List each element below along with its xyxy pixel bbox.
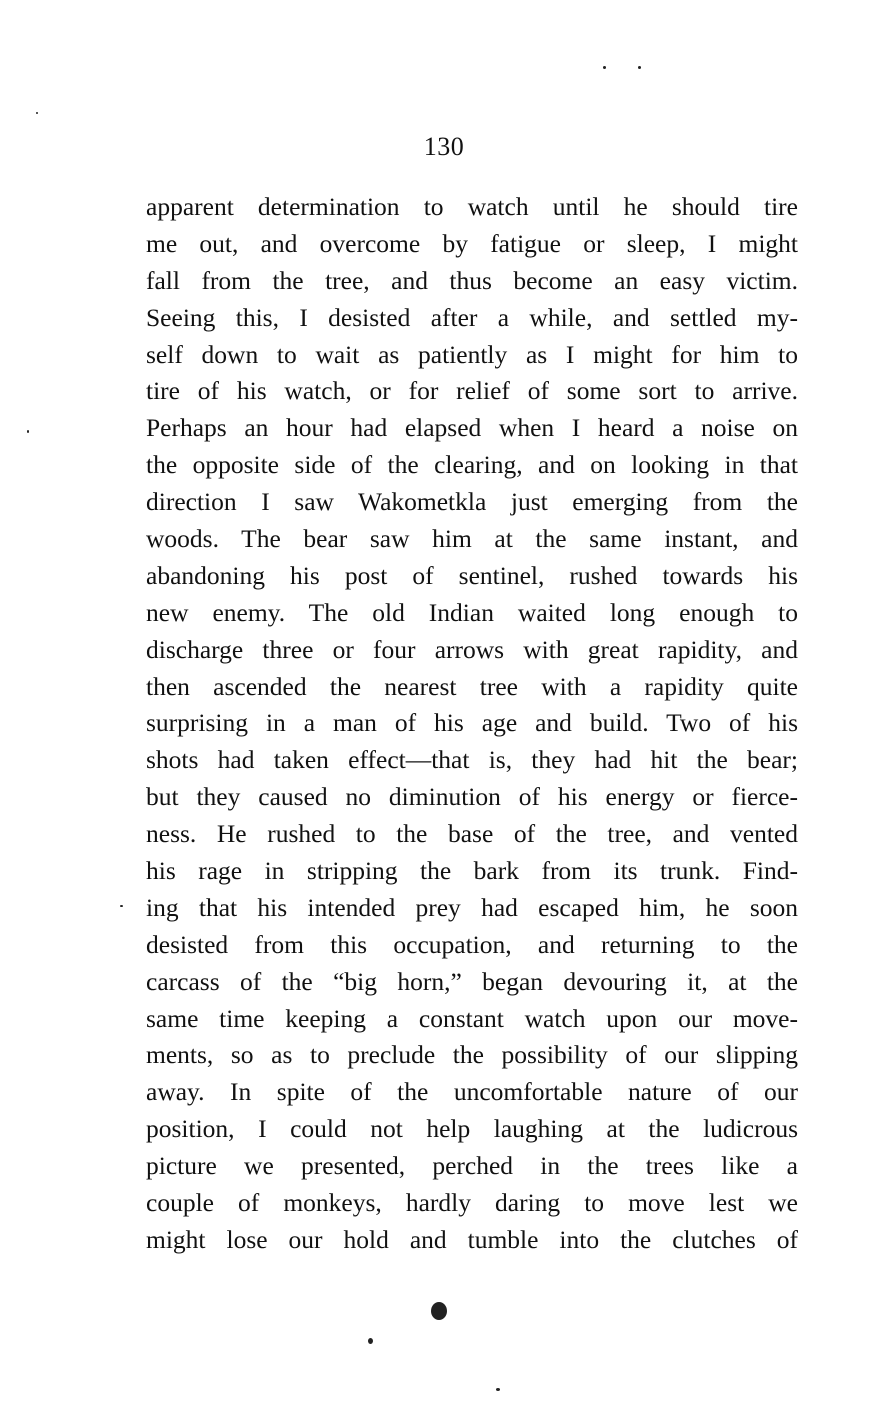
text-line: carcass of the “big horn,” began devouring it, at the — [146, 966, 798, 996]
text-line: position, I could not help laughing at the ludicrous — [146, 1114, 798, 1144]
text-line: couple of monkeys, hardly daring to move lest we — [146, 1188, 798, 1218]
text-line: Perhaps an hour had elapsed when I heard a noise on — [146, 413, 798, 443]
ink-speck — [120, 905, 123, 907]
text-line: apparent determination to watch until he should tire — [146, 192, 798, 221]
ink-speck — [638, 66, 641, 69]
text-line: his rage in stripping the bark from its trunk. Find- — [146, 856, 798, 886]
text-line: discharge three or four arrows with great rapidity, and — [146, 634, 798, 664]
ink-speck — [36, 112, 38, 114]
page-number: 130 — [423, 132, 465, 161]
text-line: shots had taken effect—that is, they had hit the bear; — [146, 745, 798, 775]
text-line: ing that his intended prey had escaped him, he soon — [146, 892, 798, 922]
text-line: same time keeping a constant watch upon our move- — [146, 1003, 798, 1033]
text-line: then ascended the nearest tree with a rapidity quite — [146, 671, 798, 701]
ink-speck — [496, 1388, 500, 1391]
ink-speck — [603, 66, 606, 69]
text-line: surprising in a man of his age and build. Two of his — [146, 708, 798, 738]
ink-speck — [368, 1338, 373, 1344]
text-line: ness. He rushed to the base of the tree, and vented — [146, 819, 798, 849]
text-line: the opposite side of the clearing, and on looking in that — [146, 450, 798, 480]
text-line: Seeing this, I desisted after a while, and settled my- — [146, 302, 798, 332]
text-line: ments, so as to preclude the possibility of our slipping — [146, 1040, 798, 1070]
text-line: tire of his watch, or for relief of some sort to arrive. — [146, 376, 798, 406]
text-line: direction I saw Wakometkla just emerging from the — [146, 487, 798, 517]
text-line: woods. The bear saw him at the same instant, and — [146, 524, 798, 554]
text-line: abandoning his post of sentinel, rushed towards his — [146, 560, 798, 590]
text-line: fall from the tree, and thus become an easy victim. — [146, 265, 798, 295]
body-text — [146, 189, 798, 1259]
text-line: desisted from this occupation, and returning to the — [146, 929, 798, 959]
text-line: picture we presented, perched in the trees like a — [146, 1151, 798, 1181]
text-line: might lose our hold and tumble into the clutches of — [146, 1224, 798, 1254]
text-line: me out, and overcome by fatigue or sleep, I might — [146, 228, 798, 258]
text-line: but they caused no diminution of his energy or fierce- — [146, 782, 798, 812]
text-line: away. In spite of the uncomfortable nature of our — [146, 1077, 798, 1107]
text-line: self down to wait as patiently as I might for him to — [146, 339, 798, 369]
ink-speck — [27, 430, 29, 433]
ink-blot — [431, 1302, 447, 1320]
text-line: new enemy. The old Indian waited long enough to — [146, 597, 798, 627]
